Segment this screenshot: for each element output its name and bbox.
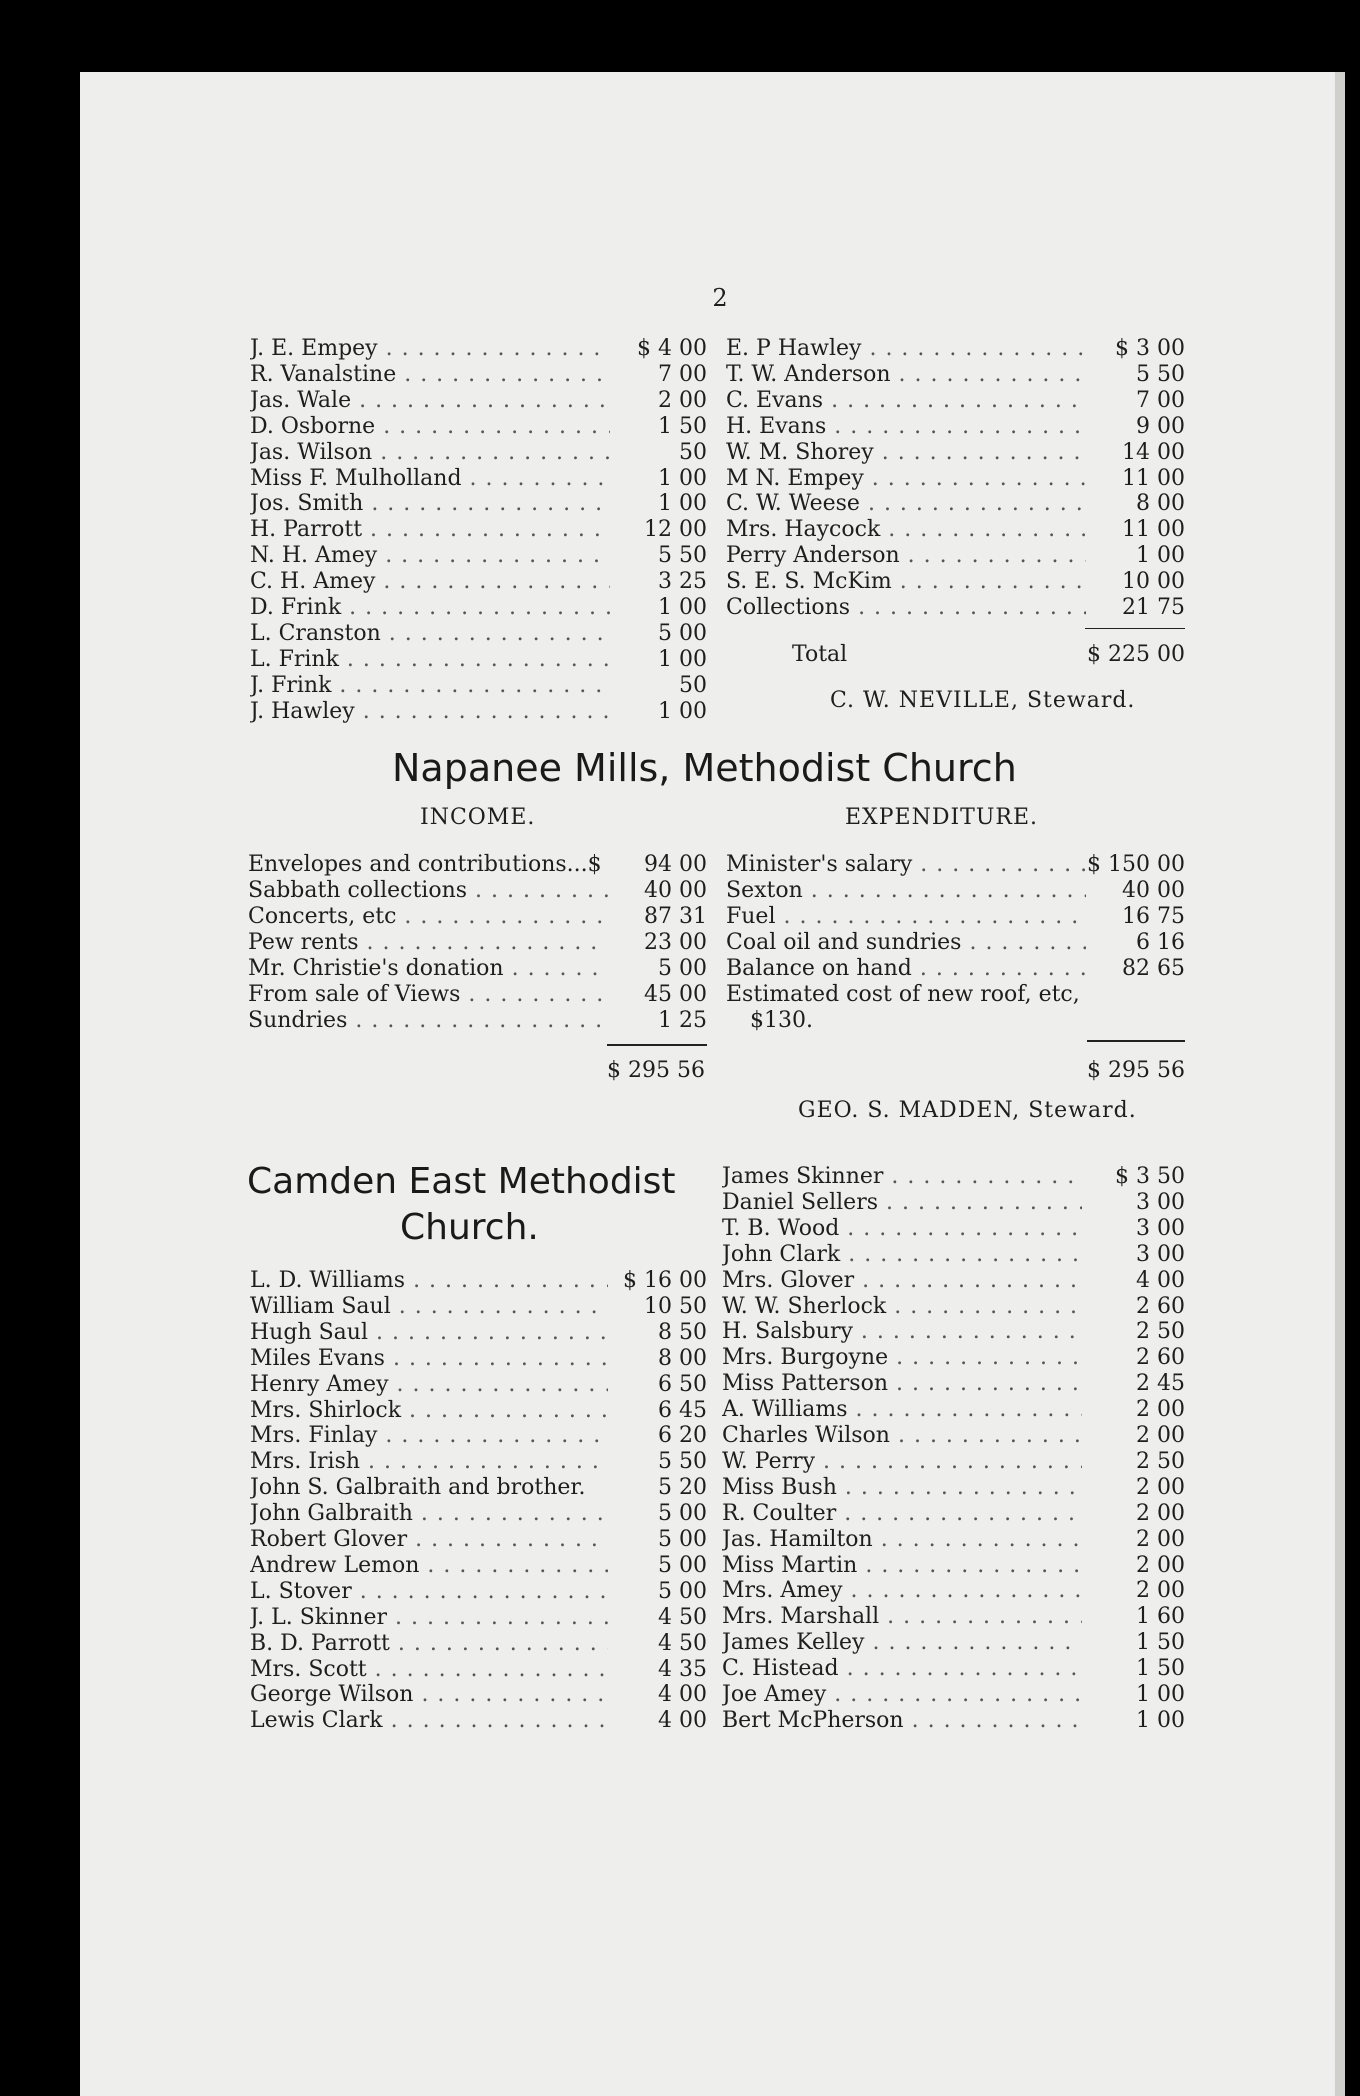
entry-amount: 4 35 (658, 1656, 707, 1682)
entry-name: James Kelley . . . (722, 1630, 1082, 1656)
entry-name: Miss Martin . . . (722, 1553, 1082, 1579)
entry-amount: 11 00 (1122, 517, 1185, 543)
entry-amount: 4 50 (658, 1604, 707, 1630)
entry-name: R. Coulter . . . (722, 1501, 1082, 1527)
entry-amount: 4 00 (658, 1682, 707, 1708)
expenditure-heading: EXPENDITURE. (845, 805, 1038, 830)
entry-name: From sale of Views . . . (248, 982, 608, 1008)
entry-amount: 1 00 (658, 595, 707, 620)
entry-amount: 6 20 (658, 1423, 707, 1449)
entry-name: C. Histead . . . (722, 1656, 1082, 1682)
entry-amount: 2 60 (1136, 1293, 1185, 1319)
entry-name: L. Cranston . . . (250, 621, 610, 647)
entry-amount: 1 50 (658, 413, 707, 439)
entry-name: A. Williams . . . (722, 1397, 1082, 1423)
entry-name: J. E. Empey . . . (250, 336, 610, 362)
entry-amount: 4 00 (1136, 1267, 1185, 1293)
entry-name: W. Perry . . . (722, 1449, 1082, 1475)
entry-name: Mrs. Irish . . . (250, 1449, 608, 1475)
entry-name: Minister's salary . . . (726, 852, 1086, 878)
entry-amount: 1 00 (1136, 1682, 1185, 1707)
entry-name: Miss Patterson . . . (722, 1371, 1082, 1397)
entry-amount: 2 00 (658, 387, 707, 413)
entry-amount: 7 00 (658, 361, 707, 387)
income-total: $ 295 56 (607, 1058, 705, 1083)
entry-name: C. Evans . . . (726, 388, 1086, 414)
entry-amount: 5 50 (658, 1449, 707, 1475)
entry-amount: 3 00 (1136, 1189, 1185, 1215)
entry-amount: 3 25 (658, 569, 707, 595)
entry-name: Sundries . . . (248, 1008, 608, 1034)
entry-amount: 1 25 (658, 1008, 707, 1033)
entry-amount: 2 00 (1136, 1423, 1185, 1448)
entry-amount: 1 50 (1136, 1656, 1185, 1682)
entry-name: James Skinner . . . (722, 1164, 1082, 1190)
entry-amount: 21 75 (1122, 595, 1185, 620)
entry-name: Mrs. Shirlock . . . (250, 1398, 608, 1424)
note-amount: $130. (750, 1008, 813, 1033)
entry-name: J. L. Skinner . . . (250, 1605, 608, 1631)
entry-name: George Wilson . . . (250, 1682, 608, 1708)
entry-name: Jos. Smith . . . (250, 491, 610, 517)
entry-name: Fuel . . . (726, 904, 1086, 930)
note-line: Estimated cost of new roof, etc, (726, 982, 1080, 1007)
entry-name: Collections . . . (726, 595, 1086, 621)
total-amount: $ 225 00 (1087, 642, 1185, 667)
entry-amount: 5 20 (658, 1475, 707, 1501)
section-title: Napanee Mills, Methodist Church (392, 746, 1017, 790)
entry-amount: 2 00 (1136, 1578, 1185, 1604)
entry-amount: 2 00 (1136, 1397, 1185, 1423)
entry-amount: 2 60 (1136, 1345, 1185, 1371)
steward-signature: C. W. NEVILLE, Steward. (830, 688, 1136, 713)
entry-name: R. Vanalstine . . . (250, 362, 610, 388)
entry-amount: 14 00 (1122, 439, 1185, 465)
entry-name: Miss F. Mulholland . . . (250, 466, 610, 492)
entry-name: W. W. Sherlock . . . (722, 1294, 1082, 1320)
entry-name: Mrs. Amey . . . (722, 1578, 1082, 1604)
entry-amount: 5 00 (658, 1501, 707, 1527)
entry-name: Andrew Lemon . . . (250, 1553, 608, 1579)
entry-name: William Saul . . . (250, 1294, 608, 1320)
section-title-line1: Camden East Methodist (247, 1161, 676, 1202)
entry-name: Daniel Sellers . . . (722, 1190, 1082, 1216)
entry-name: D. Frink . . . (250, 595, 610, 621)
entry-amount: $ 16 00 (623, 1268, 707, 1293)
entry-amount: 2 00 (1136, 1526, 1185, 1552)
entry-amount: 1 60 (1136, 1604, 1185, 1630)
entry-name: Mrs. Glover . . . (722, 1268, 1082, 1294)
entry-amount: 6 45 (658, 1397, 707, 1423)
entry-name: Jas. Wale . . . (250, 388, 610, 414)
entry-amount: 1 00 (1136, 1707, 1185, 1733)
entry-amount: 50 (679, 439, 707, 465)
total-rule (1085, 628, 1185, 629)
total-label: Total (792, 642, 848, 667)
entry-name: T. B. Wood . . . (722, 1216, 1082, 1242)
entry-amount: 40 00 (1122, 878, 1185, 903)
entry-name: L. D. Williams . . . (250, 1268, 608, 1294)
section-title-line2: Church. (400, 1207, 539, 1248)
entry-name: Henry Amey . . . (250, 1372, 608, 1398)
entry-name: Lewis Clark . . . (250, 1708, 608, 1734)
entry-amount: 5 50 (1136, 361, 1185, 387)
entry-amount: 12 00 (644, 517, 707, 543)
entry-name: Hugh Saul . . . (250, 1320, 608, 1346)
entry-amount: $ 3 00 (1115, 336, 1185, 361)
entry-name: John S. Galbraith and brother. (250, 1475, 586, 1501)
entry-name: John Galbraith . . . (250, 1501, 608, 1527)
entry-amount: 5 50 (658, 543, 707, 569)
entry-amount: 50 (679, 672, 707, 698)
entry-name: L. Frink . . . (250, 647, 610, 673)
entry-amount: 1 00 (658, 646, 707, 672)
entry-name: D. Osborne . . . (250, 414, 610, 440)
entry-amount: 16 75 (1122, 904, 1185, 929)
entry-amount: 2 00 (1136, 1474, 1185, 1500)
entry-name: Concerts, etc . . . (248, 904, 608, 930)
entry-name: J. Hawley . . . (250, 699, 610, 725)
entry-name: Miss Bush . . . (722, 1475, 1082, 1501)
entry-amount: 1 00 (658, 698, 707, 724)
entry-amount: 8 50 (658, 1319, 707, 1345)
entry-name: E. P Hawley . . . (726, 336, 1086, 362)
entry-name: M N. Empey . . . (726, 466, 1086, 492)
entry-amount: 3 00 (1136, 1215, 1185, 1241)
entry-amount: 11 00 (1122, 465, 1185, 491)
entry-amount: 8 00 (658, 1345, 707, 1371)
entry-amount: 5 00 (658, 1578, 707, 1604)
entry-name: Bert McPherson . . . (722, 1708, 1082, 1734)
entry-amount: 4 00 (658, 1708, 707, 1734)
entry-amount: 6 16 (1136, 930, 1185, 955)
entry-name: H. Salsbury . . . (722, 1319, 1082, 1345)
entry-name: H. Parrott . . . (250, 517, 610, 543)
entry-amount: 2 50 (1136, 1319, 1185, 1345)
entry-name: C. H. Amey . . . (250, 569, 610, 595)
entry-name: John Clark . . . (722, 1242, 1082, 1268)
entry-name: Sexton . . . (726, 878, 1086, 904)
income-heading: INCOME. (420, 805, 536, 830)
entry-name: Pew rents . . . (248, 930, 608, 956)
entry-amount: 1 00 (658, 491, 707, 517)
expenditure-total-rule (1087, 1040, 1185, 1042)
entry-name: Joe Amey . . . (722, 1682, 1082, 1708)
entry-name: Envelopes and contributions...$ (248, 852, 602, 877)
income-total-rule (607, 1044, 707, 1046)
entry-name: S. E. S. McKim . . . (726, 569, 1086, 595)
entry-amount: 2 00 (1136, 1552, 1185, 1578)
entry-amount: 7 00 (1136, 387, 1185, 413)
entry-amount: 5 00 (658, 1527, 707, 1552)
entry-name: Jas. Hamilton . . . (722, 1527, 1082, 1553)
entry-name: Mrs. Finlay . . . (250, 1423, 608, 1449)
entry-name: Miles Evans . . . (250, 1346, 608, 1372)
entry-amount: 3 00 (1136, 1241, 1185, 1267)
entry-name: Robert Glover . . . (250, 1527, 608, 1553)
entry-name: C. W. Weese . . . (726, 491, 1086, 517)
entry-amount: $ 4 00 (637, 336, 707, 361)
entry-name: H. Evans . . . (726, 414, 1086, 440)
entry-amount: $ 3 50 (1115, 1164, 1185, 1189)
page-number: 2 (712, 284, 728, 312)
entry-amount: 2 45 (1136, 1371, 1185, 1397)
entry-amount: 5 00 (658, 1552, 707, 1578)
entry-name: Perry Anderson . . . (726, 543, 1086, 569)
entry-amount: 82 65 (1122, 956, 1185, 981)
entry-amount: 1 00 (658, 465, 707, 491)
entry-name: Coal oil and sundries . . . (726, 930, 1086, 956)
entry-name: T. W. Anderson . . . (726, 362, 1086, 388)
expenditure-total: $ 295 56 (1087, 1058, 1185, 1083)
entry-amount: $ 150 00 (1087, 852, 1185, 877)
entry-name: Sabbath collections . . . (248, 878, 608, 904)
entry-name: Mrs. Scott . . . (250, 1657, 608, 1683)
entry-name: N. H. Amey . . . (250, 543, 610, 569)
entry-name: Mrs. Burgoyne . . . (722, 1345, 1082, 1371)
entry-amount: 45 00 (644, 982, 707, 1007)
entry-name: Mrs. Haycock . . . (726, 517, 1086, 543)
entry-amount: 2 00 (1136, 1500, 1185, 1526)
entry-amount: 94 00 (644, 852, 707, 877)
entry-amount: 4 50 (658, 1630, 707, 1656)
entry-name: Mr. Christie's donation . . . (248, 956, 608, 982)
entry-amount: 5 00 (658, 620, 707, 646)
entry-name: L. Stover . . . (250, 1579, 608, 1605)
entry-amount: 2 50 (1136, 1448, 1185, 1474)
entry-amount: 6 50 (658, 1371, 707, 1397)
entry-name: Jas. Wilson . . . (250, 440, 610, 466)
entry-amount: 40 00 (644, 878, 707, 903)
steward-signature: GEO. S. MADDEN, Steward. (798, 1098, 1137, 1123)
entry-amount: 5 00 (658, 956, 707, 981)
entry-amount: 10 50 (644, 1293, 707, 1319)
entry-name: Mrs. Marshall . . . (722, 1604, 1082, 1630)
entry-name: J. Frink . . . (250, 673, 610, 699)
entry-amount: 10 00 (1122, 569, 1185, 595)
entry-name: Balance on hand . . . (726, 956, 1086, 982)
entry-amount: 1 50 (1136, 1630, 1185, 1656)
entry-name: W. M. Shorey . . . (726, 440, 1086, 466)
entry-name: Charles Wilson . . . (722, 1423, 1082, 1449)
entry-amount: 9 00 (1136, 413, 1185, 439)
entry-amount: 23 00 (644, 930, 707, 955)
entry-amount: 8 00 (1136, 491, 1185, 517)
entry-name: B. D. Parrott . . . (250, 1631, 608, 1657)
entry-amount: 1 00 (1136, 543, 1185, 569)
entry-amount: 87 31 (644, 904, 707, 929)
